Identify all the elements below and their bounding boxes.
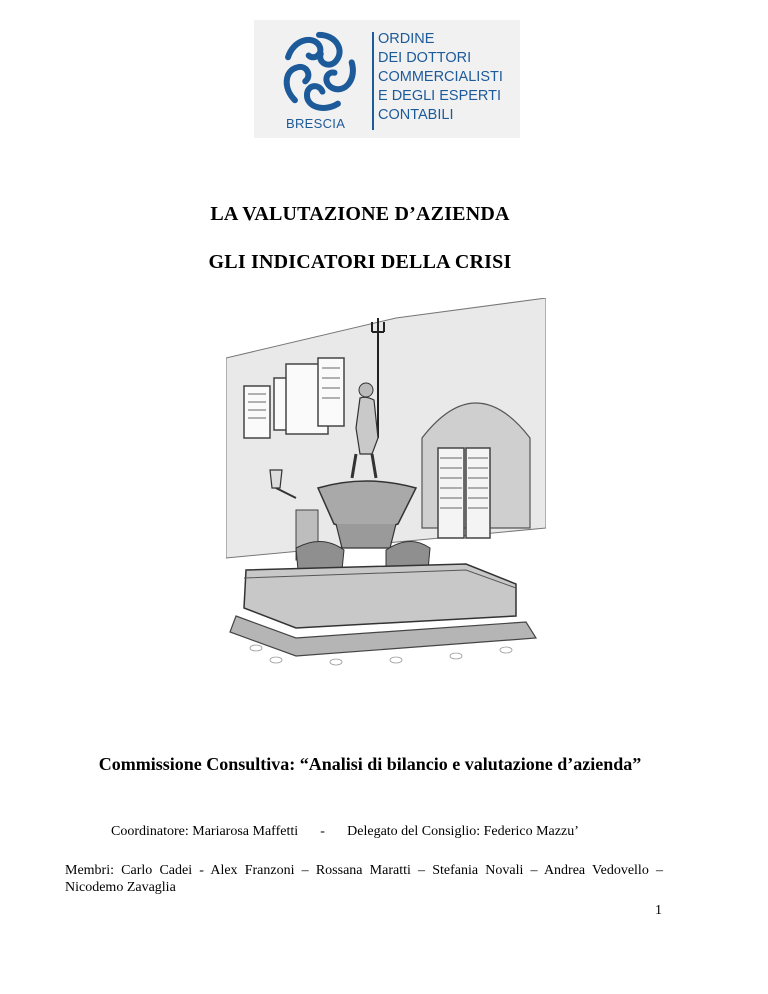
logo-divider: [372, 32, 374, 130]
coordinator-line: [111, 824, 579, 840]
logo-line: DEI DOTTORI: [378, 50, 472, 66]
delegate-name: Delegato del Consiglio: Federico Mazzu’: [347, 824, 579, 839]
page-number: 1: [655, 903, 662, 918]
logo-line: COMMERCIALISTI: [378, 69, 503, 85]
order-logo: [254, 20, 520, 138]
logo-city-label: BRESCIA: [286, 116, 346, 131]
separator: -: [320, 824, 325, 839]
emblem-icon: [276, 28, 362, 114]
logo-text: [378, 30, 503, 125]
fountain-illustration: [226, 298, 546, 668]
logo-line: E DEGLI ESPERTI: [378, 88, 502, 104]
commission-title: Commissione Consultiva: “Analisi di bilancio e valutazione d’azienda”: [98, 754, 642, 774]
members-list: Membri: Carlo Cadei - Alex Franzoni – Rossana Maratti – Stefania Novali – Andrea Vedovello – Nicodemo Zavaglia: [65, 863, 663, 895]
document-title: LA VALUTAZIONE D’AZIENDA: [210, 203, 510, 225]
document-subtitle: GLI INDICATORI DELLA CRISI: [208, 251, 512, 273]
logo-line: ORDINE: [378, 31, 435, 47]
logo-line: CONTABILI: [378, 107, 454, 123]
coordinator-name: Coordinatore: Mariarosa Maffetti: [111, 824, 299, 839]
